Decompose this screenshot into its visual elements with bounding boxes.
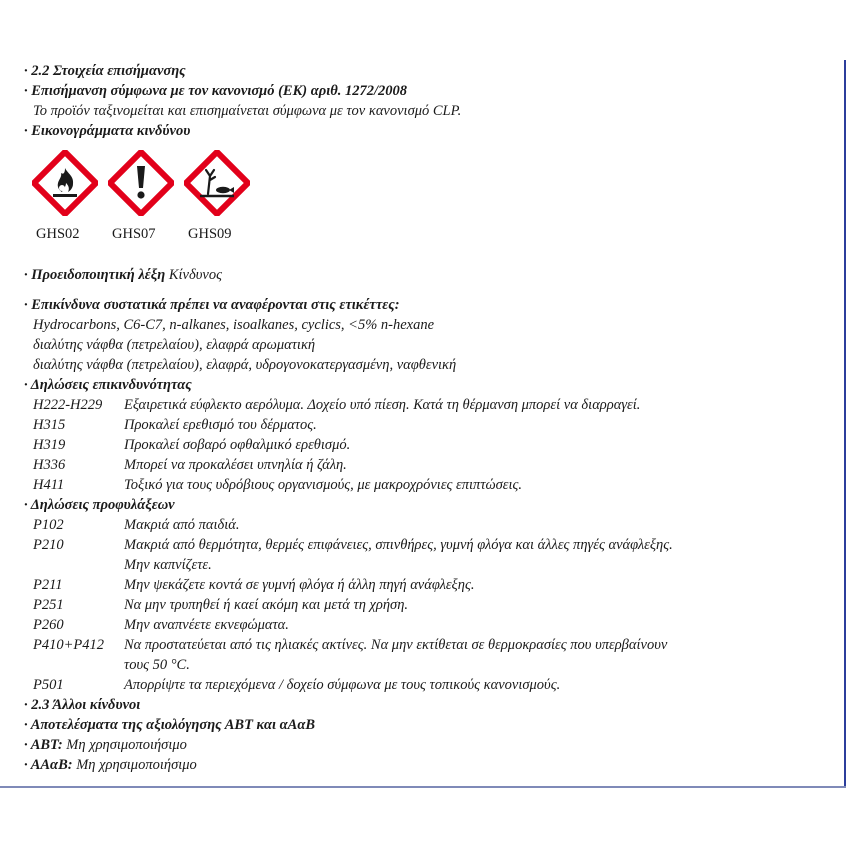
vpvb-row bbox=[24, 756, 197, 774]
flame-icon bbox=[32, 150, 98, 216]
vpvb-label: · ΑΑαΒ: bbox=[24, 757, 73, 773]
pictograms-heading: · Εικονογράμματα κινδύνου bbox=[24, 123, 191, 139]
statement-text: Προκαλεί σοβαρό οφθαλμικό ερεθισμό. bbox=[124, 437, 351, 453]
statement-code: H222-H229 bbox=[33, 397, 103, 413]
statement-code: P102 bbox=[33, 517, 64, 533]
statement-text: Μακριά από παιδιά. bbox=[124, 517, 240, 533]
environment-icon bbox=[184, 150, 250, 216]
statement-code: P211 bbox=[33, 577, 63, 593]
statement-text: Μπορεί να προκαλέσει υπνηλία ή ζάλη. bbox=[124, 457, 347, 473]
signal-word-label: · Προειδοποιητική λέξη bbox=[24, 267, 166, 283]
statement-code: P260 bbox=[33, 617, 64, 633]
statement-code: P410+P412 bbox=[33, 637, 104, 653]
statement-code: H315 bbox=[33, 417, 66, 433]
statement-text: Να προστατεύεται από τις ηλιακές ακτίνες. Να μην εκτίθεται σε θερμοκρασίες που υπερβαίνουν bbox=[124, 637, 668, 653]
statement-text: Τοξικό για τους υδρόβιους οργανισμούς, με μακροχρόνιες επιπτώσεις. bbox=[124, 477, 523, 493]
statement-text: Απορρίψτε τα περιεχόμενα / δοχείο σύμφωνα με τους τοπικούς κανονισμούς. bbox=[124, 677, 561, 693]
classification-text: Το προϊόν ταξινομείται και επισημαίνεται σύμφωνα με τον κανονισμό CLP. bbox=[33, 103, 462, 119]
signal-word-value: Κίνδυνος bbox=[168, 267, 222, 283]
hazardous-component: διαλύτης νάφθα (πετρελαίου), ελαφρά αρωματική bbox=[33, 337, 316, 353]
pbt-value: Μη χρησιμοποιήσιμο bbox=[66, 737, 187, 753]
vpvb-value: Μη χρησιμοποιήσιμο bbox=[76, 757, 197, 773]
hazardous-component: Hydrocarbons, C6-C7, n-alkanes, isoalkanes, cyclics, <5% n-hexane bbox=[33, 317, 435, 333]
pbt-row bbox=[24, 736, 187, 754]
statement-code: H336 bbox=[33, 457, 66, 473]
statement-text-continued: τους 50 °C. bbox=[124, 657, 190, 673]
assessment-heading: · Αποτελέσματα της αξιολόγησης ΑΒΤ και αΑαΒ bbox=[24, 717, 316, 733]
statement-text: Μακριά από θερμότητα, θερμές επιφάνειες, σπινθήρες, γυμνή φλόγα και άλλες πηγές ανάφλεξης. bbox=[124, 537, 673, 553]
page-border-right bbox=[844, 60, 846, 788]
pbt-label: · ΑΒΤ: bbox=[24, 737, 63, 753]
statement-text: Προκαλεί ερεθισμό του δέρματος. bbox=[124, 417, 317, 433]
ghs02-label: GHS02 bbox=[36, 226, 80, 242]
page-border-bottom bbox=[0, 786, 846, 788]
statement-code: H411 bbox=[33, 477, 65, 493]
section-2-2-heading: · 2.2 Στοιχεία επισήμανσης bbox=[24, 63, 186, 79]
statement-text: Να μην τρυπηθεί ή καεί ακόμη και μετά τη χρήση. bbox=[124, 597, 409, 613]
exclamation-mark-icon bbox=[108, 150, 174, 216]
regulation-heading: · Επισήμανση σύμφωνα με τον κανονισμό (ΕΚ) αριθ. 1272/2008 bbox=[24, 83, 408, 99]
ghs09-label: GHS09 bbox=[188, 226, 232, 242]
statement-text-continued: Μην καπνίζετε. bbox=[124, 557, 212, 573]
statement-text: Μην αναπνέετε εκνεφώματα. bbox=[124, 617, 289, 633]
statement-text: Εξαιρετικά εύφλεκτο αερόλυμα. Δοχείο υπό πίεση. Κατά τη θέρμανση μπορεί να διαρραγεί. bbox=[124, 397, 641, 413]
statement-code: P210 bbox=[33, 537, 64, 553]
hazardous-component: διαλύτης νάφθα (πετρελαίου), ελαφρά, υδρογονοκατεργασμένη, ναφθενική bbox=[33, 357, 457, 373]
hazardous-components-heading: · Επικίνδυνα συστατικά πρέπει να αναφέρονται στις ετικέττες: bbox=[24, 297, 400, 313]
signal-word-row bbox=[24, 266, 222, 284]
statement-text: Μην ψεκάζετε κοντά σε γυμνή φλόγα ή άλλη πηγή ανάφλεξης. bbox=[124, 577, 475, 593]
statement-code: P501 bbox=[33, 677, 64, 693]
precautionary-heading: · Δηλώσεις προφυλάξεων bbox=[24, 497, 175, 513]
section-2-3-heading: · 2.3 Άλλοι κίνδυνοι bbox=[24, 697, 141, 713]
statement-code: P251 bbox=[33, 597, 64, 613]
statement-code: H319 bbox=[33, 437, 66, 453]
ghs07-label: GHS07 bbox=[112, 226, 156, 242]
hazard-statements-heading: · Δηλώσεις επικινδυνότητας bbox=[24, 377, 192, 393]
